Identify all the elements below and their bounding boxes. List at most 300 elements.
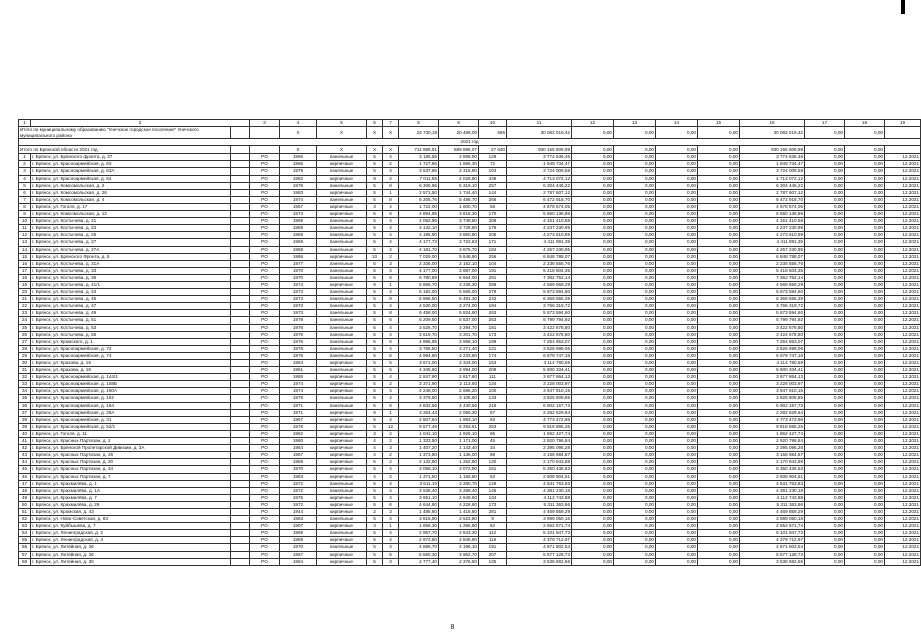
table-cell: 1970 [280, 466, 317, 473]
table-cell: 0,00 [845, 189, 885, 196]
table-cell: 0,00 [614, 225, 656, 232]
table-cell: 12.2021 [885, 530, 921, 537]
table-cell: 0,00 [614, 487, 656, 494]
table-cell: 0,00 [656, 317, 698, 324]
year-label: 2021 год [19, 138, 921, 145]
table-cell: 4 026,80 [439, 175, 479, 182]
table-cell: 134 [479, 381, 507, 388]
table-cell: 1 862 427,74 [507, 430, 572, 437]
table-cell: 6 472 918,70 [740, 196, 805, 203]
table-cell: 1 371,50 [399, 473, 439, 480]
table-cell [231, 388, 250, 395]
table-cell: 2 777,40 [399, 558, 439, 565]
table-cell: PO [250, 508, 280, 515]
table-cell: PO [250, 239, 280, 246]
table-cell: PO [250, 473, 280, 480]
table-cell: 184 [479, 246, 507, 253]
table-cell: 0,00 [614, 345, 656, 352]
table-cell: 6 192,00 [399, 289, 439, 296]
table-cell: 50 [19, 501, 31, 508]
table-cell: 0,00 [614, 473, 656, 480]
table-cell: 1957 [280, 203, 317, 210]
table-cell: 2 643,30 [439, 530, 479, 537]
table-cell: 5 [367, 338, 383, 345]
table-cell: кирпичные [317, 558, 367, 565]
table-row [19, 530, 921, 537]
table-cell: кирпичные [317, 416, 367, 423]
column-number: 15 [698, 120, 740, 127]
table-cell: 3 289,40 [439, 487, 479, 494]
table-cell: 1971 [280, 402, 317, 409]
table-cell: 4 569 659,29 [507, 281, 572, 288]
table-cell: 3 726,80 [439, 225, 479, 232]
table-cell: 1973 [280, 289, 317, 296]
table-cell [231, 416, 250, 423]
table-cell: 0,00 [656, 175, 698, 182]
table-cell: 12.2021 [885, 452, 921, 459]
table-cell: 4 132,10 [399, 225, 439, 232]
table-cell: панельные [317, 402, 367, 409]
table-cell: 1 262,90 [439, 459, 479, 466]
table-cell: 0,00 [698, 331, 740, 338]
table-cell: 12.2021 [885, 161, 921, 168]
table-cell: 0,00 [614, 154, 656, 161]
table-cell: 5 [19, 182, 31, 189]
address-cell: г. Брянск, ул. Красноармейская, д. 144/1 [31, 374, 231, 381]
table-cell: 0,00 [656, 281, 698, 288]
table-cell: 1976 [280, 345, 317, 352]
table-cell: 0,00 [805, 345, 845, 352]
table-cell: 4 678 574,05 [507, 203, 572, 210]
table-cell: 0,00 [698, 218, 740, 225]
table-cell: 22 [19, 303, 31, 310]
table-cell [231, 530, 250, 537]
table-cell: 13 [19, 239, 31, 246]
table-row [19, 494, 921, 501]
table-cell: 2 236 555,76 [740, 260, 805, 267]
table-cell: 9 818 865,26 [740, 423, 805, 430]
table-cell [231, 267, 250, 274]
table-cell: панельные [317, 154, 367, 161]
table-cell: кирпичные [317, 381, 367, 388]
table-cell: 0,00 [805, 246, 845, 253]
municipal-total-row-cell: 665 [479, 127, 507, 138]
table-cell: 5 824,90 [439, 310, 479, 317]
table-cell: 288 [479, 281, 507, 288]
table-cell: 62 [479, 523, 507, 530]
table-cell: 0,00 [845, 246, 885, 253]
table-cell: PO [250, 537, 280, 544]
table-cell: PO [250, 317, 280, 324]
table-cell: 21 [19, 296, 31, 303]
table-cell: 0,00 [572, 289, 614, 296]
table-cell: 4 052,96 [399, 218, 439, 225]
region-total-row-cell: X [317, 145, 367, 153]
table-cell: 0,00 [572, 196, 614, 203]
table-cell: 4 [383, 466, 399, 473]
address-cell: г. Брянск, ул. Брянского Фронта, д. 5 [31, 253, 231, 260]
table-cell: 5 [367, 154, 383, 161]
address-cell: г. Брянск, ул. Костычева, д. 25 [31, 232, 231, 239]
table-cell: 2 282 629,64 [507, 409, 572, 416]
table-cell: 4 181,70 [399, 246, 439, 253]
table-cell: 173 [479, 331, 507, 338]
table-cell: 4 114 780,59 [507, 360, 572, 367]
table-cell: 0,00 [805, 289, 845, 296]
table-cell: 5 [367, 310, 383, 317]
table-cell: 0,00 [805, 161, 845, 168]
table-cell: 3 280,70 [439, 480, 479, 487]
address-cell: г. Брянск, ул. Костычева, д. 43 [31, 289, 231, 296]
table-cell: 6 902 157,73 [507, 402, 572, 409]
table-cell: 12.2021 [885, 438, 921, 445]
table-cell: 0,00 [614, 253, 656, 260]
table-cell: 3 371,90 [399, 381, 439, 388]
table-cell: PO [250, 452, 280, 459]
table-cell: 0,00 [805, 381, 845, 388]
table-cell: 0,00 [572, 352, 614, 359]
table-row [19, 175, 921, 182]
table-cell: 0,00 [805, 473, 845, 480]
table-cell: PO [250, 544, 280, 551]
table-cell: 3 765,50 [399, 345, 439, 352]
table-cell: 1970 [280, 544, 317, 551]
table-cell: 1963 [280, 473, 317, 480]
table-cell: 0,00 [614, 430, 656, 437]
table-cell: 1 666,30 [439, 161, 479, 168]
municipal-total-row-cell: 0,00 [656, 127, 698, 138]
table-cell: 4 112 743,88 [507, 494, 572, 501]
table-cell: 5 [367, 360, 383, 367]
table-cell: кирпичные [317, 466, 367, 473]
table-cell: 2 170 943,88 [740, 459, 805, 466]
table-cell: 1969 [280, 239, 317, 246]
table-cell: кирпичные [317, 388, 367, 395]
table-cell: 6 780,89 [399, 274, 439, 281]
table-cell [231, 516, 250, 523]
table-cell: 0,00 [572, 516, 614, 523]
table-cell: 0,00 [805, 253, 845, 260]
table-cell: 12 [383, 423, 399, 430]
table-row [19, 345, 921, 352]
table-cell: кирпичные [317, 281, 367, 288]
region-total-row-cell: 0,00 [845, 145, 885, 153]
table-cell: 0,00 [845, 345, 885, 352]
table-cell: 2 957,70 [399, 530, 439, 537]
table-cell: 0,00 [572, 303, 614, 310]
table-cell: 0,00 [698, 494, 740, 501]
table-cell: панельные [317, 303, 367, 310]
table-row [19, 459, 921, 466]
table-cell: 0,00 [656, 225, 698, 232]
table-cell: 45 [19, 466, 31, 473]
table-cell: 1969 [280, 218, 317, 225]
table-cell: 133 [479, 395, 507, 402]
table-cell: PO [250, 281, 280, 288]
table-cell: 1 722,00 [399, 203, 439, 210]
table-cell: 0,00 [845, 516, 885, 523]
table-row [19, 438, 921, 445]
table-cell: 2 236 555,76 [507, 260, 572, 267]
table-row [19, 395, 921, 402]
table-cell: 0,00 [656, 544, 698, 551]
table-cell: 0,00 [805, 480, 845, 487]
table-cell: 0,00 [614, 303, 656, 310]
table-cell: 5 [367, 303, 383, 310]
table-cell: 2 282 629,64 [740, 409, 805, 416]
address-cell: г. Брянск, ул. Красных Партизан, д. 7 [31, 473, 231, 480]
table-cell: 0,00 [845, 196, 885, 203]
table-cell: 0,00 [656, 303, 698, 310]
table-cell: 5 350 436,53 [740, 466, 805, 473]
table-cell: 3 [367, 430, 383, 437]
address-cell: г. Брянск, ул. Костычева, д. 51 [31, 317, 231, 324]
table-cell: 4 196,10 [439, 544, 479, 551]
table-cell: 12.2021 [885, 338, 921, 345]
table-cell: 0,00 [805, 402, 845, 409]
table-cell: 31 [19, 367, 31, 374]
table-cell: 1974 [280, 388, 317, 395]
table-cell: 3 105,60 [439, 395, 479, 402]
table-cell: 2 846,90 [439, 537, 479, 544]
table-cell: 5 [367, 267, 383, 274]
table-cell: 0,00 [656, 338, 698, 345]
column-number-row [19, 120, 921, 127]
table-cell: PO [250, 168, 280, 175]
table-cell: 42 [19, 445, 31, 452]
table-cell: 0,00 [656, 154, 698, 161]
table-cell: 4 773 472,96 [740, 416, 805, 423]
table-cell: 12.2021 [885, 168, 921, 175]
table-cell: 0,00 [656, 402, 698, 409]
table-cell: PO [250, 402, 280, 409]
table-cell: PO [250, 310, 280, 317]
region-total-row-cell: 711 985,91 [399, 145, 439, 153]
repair-register-table [18, 119, 921, 566]
table-cell [231, 211, 250, 218]
table-cell: 0,00 [572, 374, 614, 381]
table-row [19, 558, 921, 565]
table-cell: 2 [19, 161, 31, 168]
table-cell: 0,00 [656, 189, 698, 196]
table-cell: 9 [367, 281, 383, 288]
table-cell: 0,00 [805, 324, 845, 331]
table-cell: 7 362 752,14 [740, 274, 805, 281]
table-cell: 0,00 [698, 317, 740, 324]
address-cell: г. Брянск, ул. Костычева, д. 27А [31, 246, 231, 253]
table-cell: 4 713 072,12 [507, 175, 572, 182]
table-cell: панельные [317, 395, 367, 402]
table-cell: 0,00 [698, 395, 740, 402]
table-cell: 12.2021 [885, 551, 921, 558]
table-cell: 0,00 [656, 161, 698, 168]
table-cell: панельные [317, 246, 367, 253]
table-cell: 0,00 [845, 508, 885, 515]
table-cell: 3 538 682,56 [507, 558, 572, 565]
table-cell [231, 331, 250, 338]
table-cell: 4 [383, 324, 399, 331]
table-cell: 0,00 [805, 523, 845, 530]
table-cell: 144 [479, 189, 507, 196]
municipal-total-row-cell: 30 062 019,42 [740, 127, 805, 138]
table-cell: 34 [19, 388, 31, 395]
table-cell: 0,00 [698, 196, 740, 203]
table-cell: 12.2021 [885, 445, 921, 452]
table-cell: 0,00 [614, 466, 656, 473]
table-cell: 4 871 802,54 [507, 544, 572, 551]
table-cell [231, 317, 250, 324]
table-cell: 12.2021 [885, 196, 921, 203]
table-cell: 0,00 [845, 501, 885, 508]
table-cell: 10 [19, 218, 31, 225]
table-cell: 0,00 [845, 409, 885, 416]
table-cell: 4 [383, 218, 399, 225]
table-cell: панельные [317, 196, 367, 203]
table-cell: 6 902 157,73 [740, 402, 805, 409]
table-cell: 0,00 [572, 501, 614, 508]
table-cell: 0,00 [572, 182, 614, 189]
table-cell: 4 [383, 331, 399, 338]
table-cell: 0,00 [614, 168, 656, 175]
table-cell: панельные [317, 317, 367, 324]
table-cell: 0,00 [845, 367, 885, 374]
table-cell: 5 [367, 388, 383, 395]
table-cell: 0,00 [845, 416, 885, 423]
address-cell: г. Брянск, ул. Красноармейская, д. 28А [31, 409, 231, 416]
table-cell: 1967 [280, 551, 317, 558]
table-cell: 1 993,10 [439, 416, 479, 423]
table-cell: 0,00 [572, 360, 614, 367]
table-cell: 0,00 [845, 352, 885, 359]
table-cell: 12.2021 [885, 352, 921, 359]
table-cell: 0,00 [845, 480, 885, 487]
table-cell: 1 485,80 [399, 508, 439, 515]
table-cell [231, 537, 250, 544]
table-cell: 19 [19, 281, 31, 288]
municipal-total-row-cell: 20 486,00 [439, 127, 479, 138]
table-row [19, 352, 921, 359]
table-cell: кирпичные [317, 459, 367, 466]
table-cell: 5 [367, 374, 383, 381]
address-cell: г. Брянск, ул. Красных Партизан, д. 2 [31, 438, 231, 445]
table-cell: 12.2021 [885, 246, 921, 253]
table-cell: 5 418 504,35 [507, 267, 572, 274]
table-cell: 4 [383, 246, 399, 253]
region-total-row-cell: 0,00 [572, 145, 614, 153]
table-cell: 3 887,00 [439, 267, 479, 274]
table-cell: 12.2021 [885, 310, 921, 317]
address-cell: г. Брянск, ул. Костычева, д. 49 [31, 310, 231, 317]
table-cell: 5 [367, 296, 383, 303]
table-cell: 5 [367, 480, 383, 487]
table-cell: 38 [19, 416, 31, 423]
column-number: 5 [317, 120, 367, 127]
table-cell: 12.2021 [885, 345, 921, 352]
table-cell: 0,00 [698, 381, 740, 388]
table-cell: 12.2021 [885, 537, 921, 544]
municipal-total-row-cell: 0,00 [572, 127, 614, 138]
table-cell: 1979 [280, 168, 317, 175]
table-cell: 0,00 [656, 416, 698, 423]
table-cell: PO [250, 487, 280, 494]
table-cell: 4 273 610,99 [740, 232, 805, 239]
table-cell: 0,00 [614, 480, 656, 487]
column-number: 14 [656, 120, 698, 127]
column-number: 2 [31, 120, 250, 127]
table-cell: 0,00 [845, 402, 885, 409]
address-cell: г. Брянск, ул. Гоголя, д. 17 [31, 203, 231, 210]
table-cell: PO [250, 438, 280, 445]
table-cell: 4 469 859,29 [507, 508, 572, 515]
table-cell: 1 256,90 [439, 523, 479, 530]
table-cell: 0,00 [656, 445, 698, 452]
table-cell: 0,00 [614, 360, 656, 367]
table-cell: 51 [19, 508, 31, 515]
table-cell: 5 [367, 551, 383, 558]
table-cell: 3 774 636,46 [507, 154, 572, 161]
address-cell: г. Брянск, ул. Красноармейская, д. 63 [31, 161, 231, 168]
table-cell: 53 [19, 523, 31, 530]
table-cell: 266 [479, 196, 507, 203]
table-cell: 1974 [280, 281, 317, 288]
table-cell: 7 011,86 [399, 175, 439, 182]
table-cell: 0,00 [805, 225, 845, 232]
table-cell: 3 526,70 [399, 324, 439, 331]
table-cell: 3 158 984,87 [740, 452, 805, 459]
table-cell: кирпичные [317, 175, 367, 182]
table-cell: 0,00 [698, 473, 740, 480]
table-cell: 1967 [280, 452, 317, 459]
municipal-total-row-cell: 30 062 019,42 [507, 127, 572, 138]
table-cell: PO [250, 253, 280, 260]
table-cell: 12.2021 [885, 203, 921, 210]
table-cell: 0,00 [805, 487, 845, 494]
table-cell: 1983 [280, 189, 317, 196]
table-cell: 12.2021 [885, 544, 921, 551]
table-cell: 6 [19, 189, 31, 196]
table-cell: 2 787 607,12 [507, 189, 572, 196]
table-cell: 0,00 [698, 423, 740, 430]
table-cell: 0,00 [698, 168, 740, 175]
table-cell: 0,00 [698, 558, 740, 565]
table-cell: 0,00 [805, 430, 845, 437]
table-cell: панельные [317, 289, 367, 296]
table-cell: 2 [383, 381, 399, 388]
table-cell: 0,00 [572, 338, 614, 345]
table-cell: 0,00 [614, 544, 656, 551]
table-cell: 5 799 794,92 [507, 317, 572, 324]
table-cell: 0,00 [656, 310, 698, 317]
table-cell: 63 [479, 473, 507, 480]
address-cell: г. Брянск, ул. Комсомольская, д. 12 [31, 211, 231, 218]
table-cell: PO [250, 367, 280, 374]
table-cell: 49 [19, 494, 31, 501]
table-cell: 0,00 [572, 409, 614, 416]
table-cell: 0,00 [614, 530, 656, 537]
table-cell: 12.2021 [885, 218, 921, 225]
table-cell: 6 [383, 402, 399, 409]
table-cell: 3 [367, 203, 383, 210]
table-cell: 3 228 003,97 [507, 381, 572, 388]
table-cell: PO [250, 352, 280, 359]
address-cell: г. Брянск, ул. Красноармейская, д. 72 [31, 345, 231, 352]
table-cell: PO [250, 203, 280, 210]
table-cell: 0,00 [572, 416, 614, 423]
table-cell: 1976 [280, 338, 317, 345]
address-cell: г. Брянск, ул. Костычева, д. 53 [31, 324, 231, 331]
table-row [19, 296, 921, 303]
table-cell: 4 [19, 175, 31, 182]
